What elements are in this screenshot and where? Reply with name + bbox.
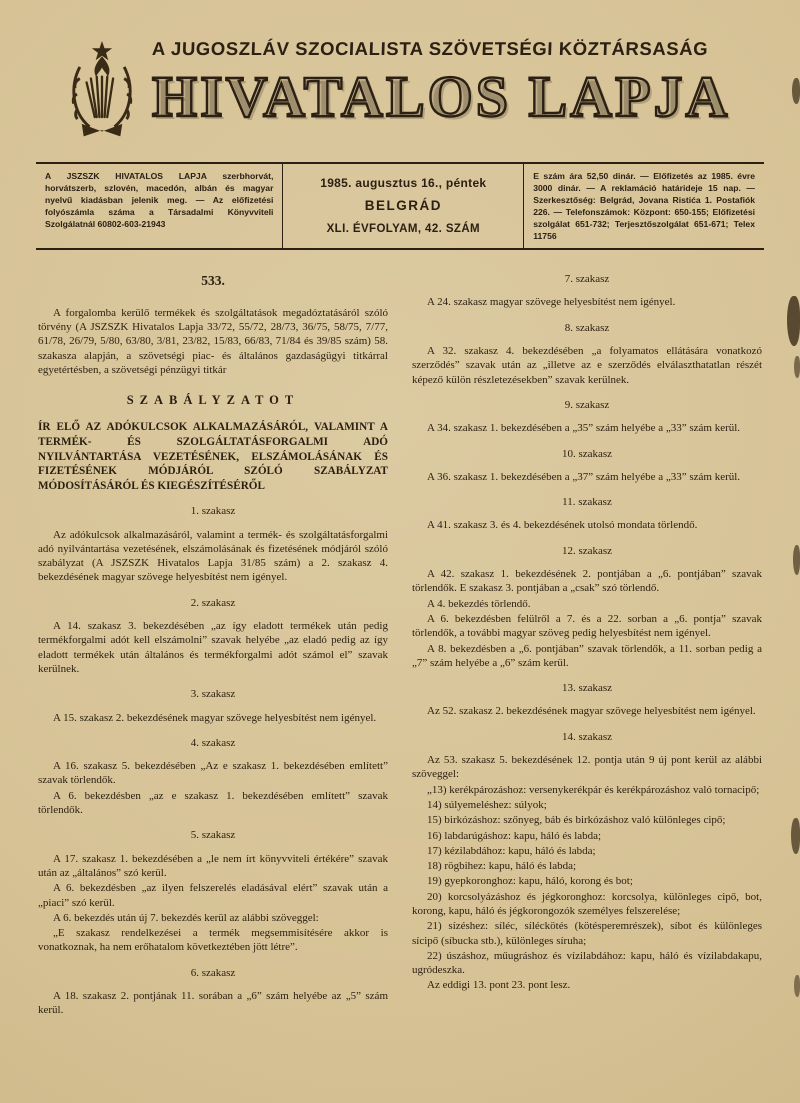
section-heading: 11. szakasz bbox=[562, 496, 612, 509]
publisher-line: A JUGOSZLÁV SZOCIALISTA SZÖVETSÉGI KÖZTÁRSASÁG bbox=[151, 38, 709, 59]
section-heading: 14. szakasz bbox=[561, 730, 613, 743]
paragraph: 17) kézilabdához: kapu, háló és labda; bbox=[427, 844, 596, 857]
section-heading: 13. szakasz bbox=[561, 682, 613, 695]
scan-artifact bbox=[787, 296, 800, 346]
section-heading: 9. szakasz bbox=[564, 398, 610, 411]
issue-volume: XLI. ÉVFOLYAM, 42. SZÁM bbox=[326, 222, 481, 235]
masthead-text bbox=[151, 38, 764, 129]
publication-info: A JSZSZK HIVATALOS LAPJA szerbhorvát, horvátszerb, szlovén, macedón, albán és magyar nyelvű kiadásban jelenik meg. — Az előfizetési folyószámla száma a Társadalmi Könyvviteli Szolgálatnál 60802-603-21943 bbox=[36, 164, 283, 248]
info-bar bbox=[36, 162, 764, 250]
issue-info bbox=[283, 164, 524, 248]
masthead bbox=[0, 0, 800, 146]
scan-artifact bbox=[791, 818, 800, 854]
paragraph: A 18. szakasz 2. pontjának 11. sorában a „6” szám helyébe az „5” szám kerül. bbox=[38, 990, 388, 1017]
scan-artifact bbox=[794, 975, 800, 997]
paragraph: A forgalomba kerülő termékek és szolgáltatások megadóztatásáról szóló törvény (A JSZSZK Hivatalos Lapja 33/72, 55/72, 28/73, 36/75, 58/75, 7/77, 61/78, 26/79, 5/80, 63/80, 3/81, 23/82, 15/83, 66/83, 71/84 és 39/85 szám) 58. szakasza alapján, a szövetségi piac- és általános gazdaságügyi titkárral egyetértésben, a szövetségi pénzügyi titkár bbox=[38, 306, 388, 376]
paragraph: A 4. bekezdés törlendő. bbox=[427, 597, 531, 610]
paragraph: 20) korcsolyázáshoz és jégkoronghoz: korcsolya, különleges cipő, bot, korong, kapu, háló és jégkorongozók személyes felszerelése; bbox=[412, 890, 762, 917]
gazette-title: HIVATALOS LAPJA bbox=[152, 64, 731, 129]
decree-title: ÍR ELŐ AZ ADÓKULCSOK ALKALMAZÁSÁRÓL, VALAMINT A TERMÉK- ÉS SZOLGÁLTATÁSFORGALMI ADÓ NYILVÁNTARTÁSA VEZETÉSÉNEK, ELSZÁMOLÁSÁNAK ÉS FIZETÉSÉNEK MÓDJÁRÓL SZÓLÓ SZABÁLYZAT MÓDOSÍTÁSÁRÓL ÉS KIEGÉSZÍTÉSÉRŐL bbox=[38, 421, 388, 492]
paragraph: Az 53. szakasz 5. bekezdésének 12. pontja után 9 új pont kerül az alábbi szöveggel: bbox=[412, 754, 762, 781]
section-heading: 6. szakasz bbox=[190, 966, 236, 979]
article-number: 533. bbox=[201, 273, 225, 289]
left-column bbox=[38, 272, 388, 1018]
paragraph: A 24. szakasz magyar szövege helyesbítést nem igényel. bbox=[427, 296, 676, 309]
section-heading: 10. szakasz bbox=[561, 447, 613, 460]
paragraph: A 42. szakasz 1. bekezdésének 2. pontjában a „6. pontjában” szavak törlendők. E szakasz 3. pontjában a „csak” szó törlendő. bbox=[412, 568, 762, 595]
paragraph: 21) sízéshez: síléc, síléckötés (kötésperemrészek), síbot és különleges sícipő (síbucka stb.), különleges síruha; bbox=[412, 920, 762, 947]
scan-artifact bbox=[793, 545, 800, 575]
paragraph: 22) úszáshoz, műugráshoz és vízilabdához: kapu, háló és vízilabdakapu, ugródeszka. bbox=[412, 949, 762, 977]
decree-word: SZABÁLYZATOT bbox=[126, 393, 300, 408]
right-column bbox=[412, 272, 762, 1018]
paragraph: A 17. szakasz 1. bekezdésében a „le nem írt könyvviteli értékére” szavak után az „általános” szó kerül. bbox=[38, 852, 388, 879]
issue-date: 1985. augusztus 16., péntek bbox=[320, 176, 487, 191]
paragraph: 14) súlyemeléshez: súlyok; bbox=[427, 798, 547, 811]
paragraph: A 14. szakasz 3. bekezdésében „az így eladott termékek után pedig termékforgalmi adót kell elszámolni” szavak helyébe „az eladó pedig az így eladott termékek után általános és termékforgalmi adót számol el” szavak kerülnek. bbox=[38, 620, 388, 675]
paragraph: A 6. bekezdés után új 7. bekezdés kerül az alábbi szöveggel: bbox=[53, 911, 319, 924]
subscription-info: E szám ára 52,50 dinár. — Előfizetés az 1985. évre 3000 dinár. — A reklamáció határideje 15 nap. — Szerkesztőség: Belgrád, Jovana Ristića 1. Postafiók 226. — Telefonszámok: Központ: 650-155; Előfizetési szolgálat 651-732; Terjesztőszolgálat 651-671; Telex 11756 bbox=[533, 171, 755, 242]
paragraph: A 16. szakasz 5. bekezdésében „Az e szakasz 1. bekezdésében említett” szavak törlendők. bbox=[38, 760, 388, 787]
paragraph: Az adókulcsok alkalmazásáról, valamint a termék- és szolgáltatásforgalmi adó nyilvántartása vezetésének, elszámolásának és fizetésének módjáról szóló szabályzat (A JSZSZK Hivatalos Lapja 31/85 szám) a 2. szakasz 4. bekezdésének magyar szövege helyesbítést nem igényel. bbox=[38, 528, 388, 584]
paragraph: A 41. szakasz 3. és 4. bekezdésének utolsó mondata törlendő. bbox=[427, 519, 698, 532]
section-heading: 2. szakasz bbox=[190, 596, 236, 609]
scan-artifact bbox=[792, 78, 800, 104]
paragraph: A 8. bekezdésben a „6. pontjában” szavak törlendők, a 11. sorban pedig a „7” szám helyébe a „6” szám kerül. bbox=[412, 642, 762, 669]
section-heading: 3. szakasz bbox=[190, 688, 236, 701]
paragraph: „E szakasz rendelkezései a termék megsemmisítésére akkor is vonatkoznak, ha nem erőhatalom következtében jött létre”. bbox=[38, 927, 388, 954]
section-heading: 1. szakasz bbox=[190, 505, 236, 518]
paragraph: A 15. szakasz 2. bekezdésének magyar szövege helyesbítést nem igényel. bbox=[53, 711, 377, 724]
coat-of-arms bbox=[62, 40, 142, 146]
paragraph: A 6. bekezdésben felülről a 7. és a 22. sorban a „6. pontja” szavak törlendők, a további magyar szöveg pedig helyesbítést nem igényel. bbox=[412, 612, 762, 640]
section-heading: 7. szakasz bbox=[564, 273, 610, 286]
section-heading: 8. szakasz bbox=[564, 321, 610, 334]
section-heading: 4. szakasz bbox=[190, 736, 236, 749]
paragraph: A 6. bekezdésben „az e szakasz 1. bekezdésében említett” szavak törlendők. bbox=[38, 789, 388, 817]
article-body bbox=[38, 272, 762, 1018]
section-heading: 12. szakasz bbox=[561, 544, 613, 557]
paragraph: A 32. szakasz 4. bekezdésében „a folyamatos ellátására vonatkozó szerződés” szavak után az „illetve az e szerződés elválaszthatatlan részét képező külön részletezésekben” szavak kerülnek. bbox=[412, 345, 762, 386]
paragraph: 18) rögbihez: kapu, háló és labda; bbox=[427, 860, 577, 873]
paragraph: 16) labdarúgáshoz: kapu, háló és labda; bbox=[427, 829, 602, 842]
paragraph: „13) kerékpározáshoz: versenykerékpár és kerékpározáshoz való tornacipő; bbox=[427, 783, 760, 796]
paragraph: A 6. bekezdésben „az ilyen felszerelés eladásával elért” szavak után a „piaci” szó kerül. bbox=[38, 882, 388, 909]
paragraph: A 34. szakasz 1. bekezdésében a „35” szám helyébe a „33” szám kerül. bbox=[427, 422, 741, 435]
section-heading: 5. szakasz bbox=[190, 829, 236, 842]
scan-artifact bbox=[794, 356, 800, 378]
paragraph: Az eddigi 13. pont 23. pont lesz. bbox=[427, 979, 571, 992]
paragraph: 15) birkózáshoz: szőnyeg, báb és birkózáshoz való különleges cipő; bbox=[427, 814, 726, 827]
paragraph: Az 52. szakasz 2. bekezdésének magyar szövege helyesbítést nem igényel. bbox=[427, 705, 756, 718]
paragraph: A 36. szakasz 1. bekezdésében a „37” szám helyébe a „33” szám kerül. bbox=[427, 470, 741, 483]
paragraph: 19) gyepkoronghoz: kapu, háló, korong és bot; bbox=[427, 875, 633, 888]
issue-city: BELGRÁD bbox=[364, 198, 442, 213]
